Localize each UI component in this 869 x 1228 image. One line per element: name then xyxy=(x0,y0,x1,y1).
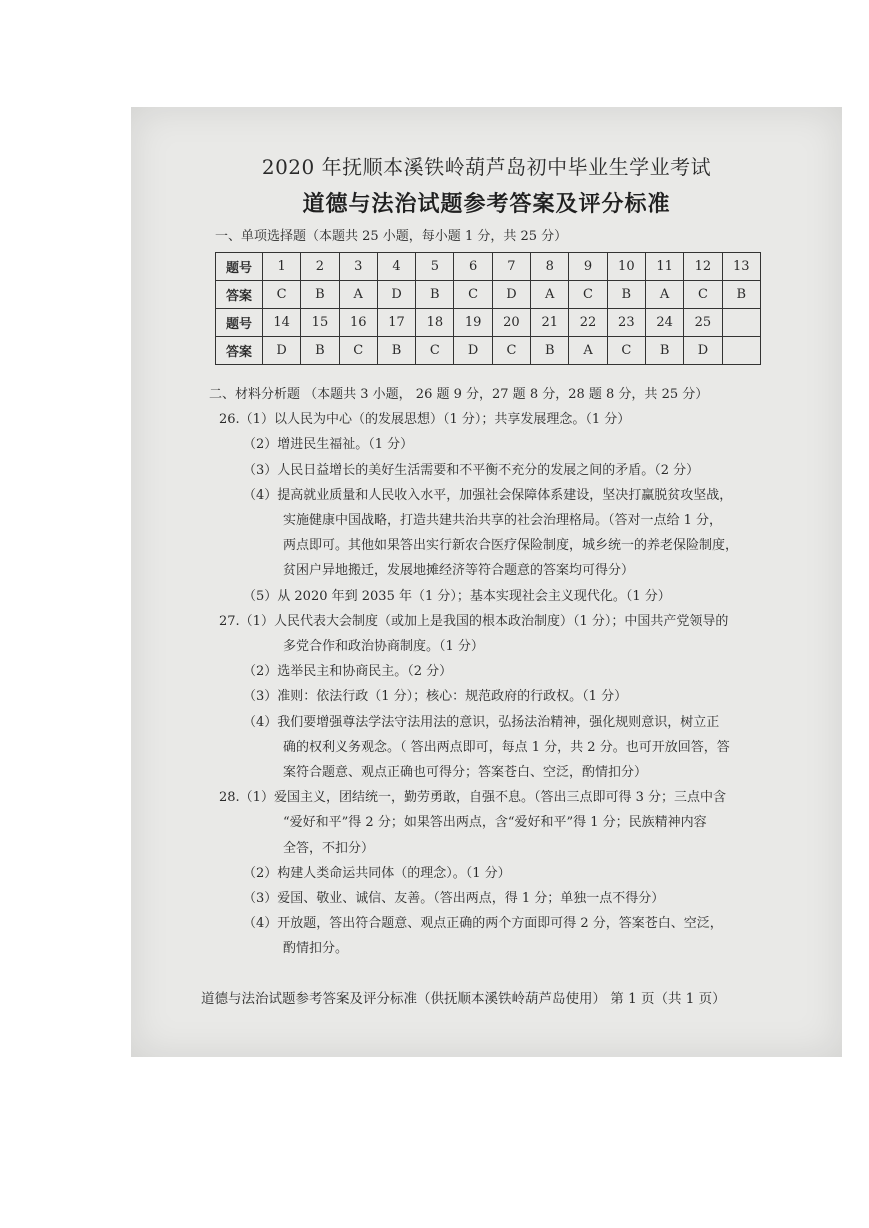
table-cell: 16 xyxy=(339,309,377,337)
answer-body xyxy=(209,382,789,962)
table-cell: B xyxy=(645,337,683,365)
table-cell: C xyxy=(492,337,530,365)
table-cell: B xyxy=(416,281,454,309)
q26-part4-line4: 贫困户异地搬迁，发展地摊经济等符合题意的答案均可得分） xyxy=(283,563,635,579)
table-row-answers-1 xyxy=(216,281,761,309)
table-cell: 10 xyxy=(607,253,645,281)
table-cell: B xyxy=(301,337,339,365)
q27-part3: （3）准则：依法行政（1 分）；核心：规范政府的行政权。（1 分） xyxy=(243,689,628,705)
table-cell: 7 xyxy=(492,253,530,281)
q26-part4-line3: 两点即可。其他如果答出实行新农合医疗保险制度，城乡统一的养老保险制度， xyxy=(283,538,739,554)
q28-part1-line1: 28.（1）爱国主义，团结统一，勤劳勇敢，自强不息。（答出三点即可得 3 分；三点中含 xyxy=(219,790,726,806)
table-cell-empty xyxy=(722,337,760,365)
q28-part2: （2）构建人类命运共同体（的理念）。（1 分） xyxy=(243,865,511,881)
table-row-answers-2 xyxy=(216,337,761,365)
q27-part1-line1: 27.（1）人民代表大会制度（或加上是我国的根本政治制度）（1 分）；中国共产党领导的 xyxy=(219,613,729,629)
row-label-answer: 答案 xyxy=(216,337,263,365)
table-cell: 1 xyxy=(263,253,301,281)
section1-heading: 一、单项选择题（本题共 25 小题，每小题 1 分，共 25 分） xyxy=(215,229,568,244)
table-cell: C xyxy=(607,337,645,365)
table-cell: 19 xyxy=(454,309,492,337)
table-cell: 21 xyxy=(531,309,569,337)
row-label-number: 题号 xyxy=(216,253,263,281)
table-cell: C xyxy=(416,337,454,365)
table-cell: 22 xyxy=(569,309,607,337)
table-cell: 6 xyxy=(454,253,492,281)
table-cell: C xyxy=(339,337,377,365)
table-cell: 17 xyxy=(377,309,415,337)
table-cell: 12 xyxy=(684,253,722,281)
table-cell: D xyxy=(454,337,492,365)
table-cell-empty xyxy=(722,309,760,337)
table-cell: C xyxy=(569,281,607,309)
table-cell: 13 xyxy=(722,253,760,281)
q26-part5: （5）从 2020 年到 2035 年（1 分）；基本实现社会主义现代化。（1 分） xyxy=(243,588,671,604)
table-cell: 8 xyxy=(531,253,569,281)
table-cell: D xyxy=(263,337,301,365)
table-row-numbers-1 xyxy=(216,253,761,281)
q26-part2: （2）增进民生福祉。（1 分） xyxy=(243,437,414,453)
table-cell: 5 xyxy=(416,253,454,281)
q27-part4-line3: 案符合题意、观点正确也可得分；答案苍白、空泛，酌情扣分） xyxy=(283,765,648,781)
section2-heading: 二、材料分析题 （本题共 3 小题， 26 题 9 分，27 题 8 分，28 题 8 分，共 25 分） xyxy=(209,387,709,402)
table-cell: D xyxy=(377,281,415,309)
page-footer: 道德与法治试题参考答案及评分标准（供抚顺本溪铁岭葫芦岛使用） 第 1 页（共 1 页） xyxy=(201,991,726,1007)
table-cell: A xyxy=(531,281,569,309)
q26-part1: 26.（1）以人民为中心（的发展思想）（1 分）；共享发展理念。（1 分） xyxy=(219,412,631,428)
table-cell: 25 xyxy=(684,309,722,337)
table-cell: 11 xyxy=(645,253,683,281)
q27-part4-line2: 确的权利义务观念。（ 答出两点即可，每点 1 分，共 2 分。也可开放回答，答 xyxy=(283,739,730,755)
table-cell: B xyxy=(377,337,415,365)
q26-part4-line1: （4）提高就业质量和人民收入水平，加强社会保障体系建设，坚决打赢脱贫攻坚战， xyxy=(243,487,733,503)
table-cell: 9 xyxy=(569,253,607,281)
table-cell: A xyxy=(645,281,683,309)
table-cell: B xyxy=(531,337,569,365)
document-subtitle: 道德与法治试题参考答案及评分标准 xyxy=(302,192,671,217)
table-cell: C xyxy=(454,281,492,309)
table-cell: B xyxy=(607,281,645,309)
table-row-numbers-2 xyxy=(216,309,761,337)
answer-table xyxy=(215,252,761,365)
table-cell: 2 xyxy=(301,253,339,281)
exam-title: 2020 年抚顺本溪铁岭葫芦岛初中毕业生学业考试 xyxy=(261,155,712,179)
table-cell: D xyxy=(492,281,530,309)
q28-part3: （3）爱国、敬业、诚信、友善。（答出两点，得 1 分；单独一点不得分） xyxy=(243,891,665,907)
table-cell: A xyxy=(569,337,607,365)
table-cell: 20 xyxy=(492,309,530,337)
q27-part2: （2）选举民主和协商民主。（2 分） xyxy=(243,664,453,680)
q28-part4-line2: 酌情扣分。 xyxy=(283,941,349,957)
table-cell: D xyxy=(684,337,722,365)
table-cell: 15 xyxy=(301,309,339,337)
q28-part1-line2: “爱好和平”得 2 分；如果答出两点，含“爱好和平”得 1 分；民族精神内容 xyxy=(283,815,707,831)
table-cell: 18 xyxy=(416,309,454,337)
table-cell: B xyxy=(301,281,339,309)
q26-part3: （3）人民日益增长的美好生活需要和不平衡不充分的发展之间的矛盾。（2 分） xyxy=(243,462,700,478)
q28-part4-line1: （4）开放题，答出符合题意、观点正确的两个方面即可得 2 分，答案苍白、空泛， xyxy=(243,916,723,932)
q27-part1-line2: 多党合作和政治协商制度。（1 分） xyxy=(283,639,484,655)
table-cell: 23 xyxy=(607,309,645,337)
q28-part1-line3: 全答，不扣分） xyxy=(283,840,375,856)
row-label-number: 题号 xyxy=(216,309,263,337)
q27-part4-line1: （4）我们要增强尊法学法守法用法的意识，弘扬法治精神，强化规则意识，树立正 xyxy=(243,714,720,730)
row-label-answer: 答案 xyxy=(216,281,263,309)
table-cell: 14 xyxy=(263,309,301,337)
table-cell: 24 xyxy=(645,309,683,337)
document-page xyxy=(131,107,842,1057)
table-cell: C xyxy=(684,281,722,309)
table-cell: C xyxy=(263,281,301,309)
table-cell: B xyxy=(722,281,760,309)
table-cell: 4 xyxy=(377,253,415,281)
q26-part4-line2: 实施健康中国战略，打造共建共治共享的社会治理格局。（答对一点给 1 分， xyxy=(283,513,723,529)
table-cell: A xyxy=(339,281,377,309)
table-cell: 3 xyxy=(339,253,377,281)
